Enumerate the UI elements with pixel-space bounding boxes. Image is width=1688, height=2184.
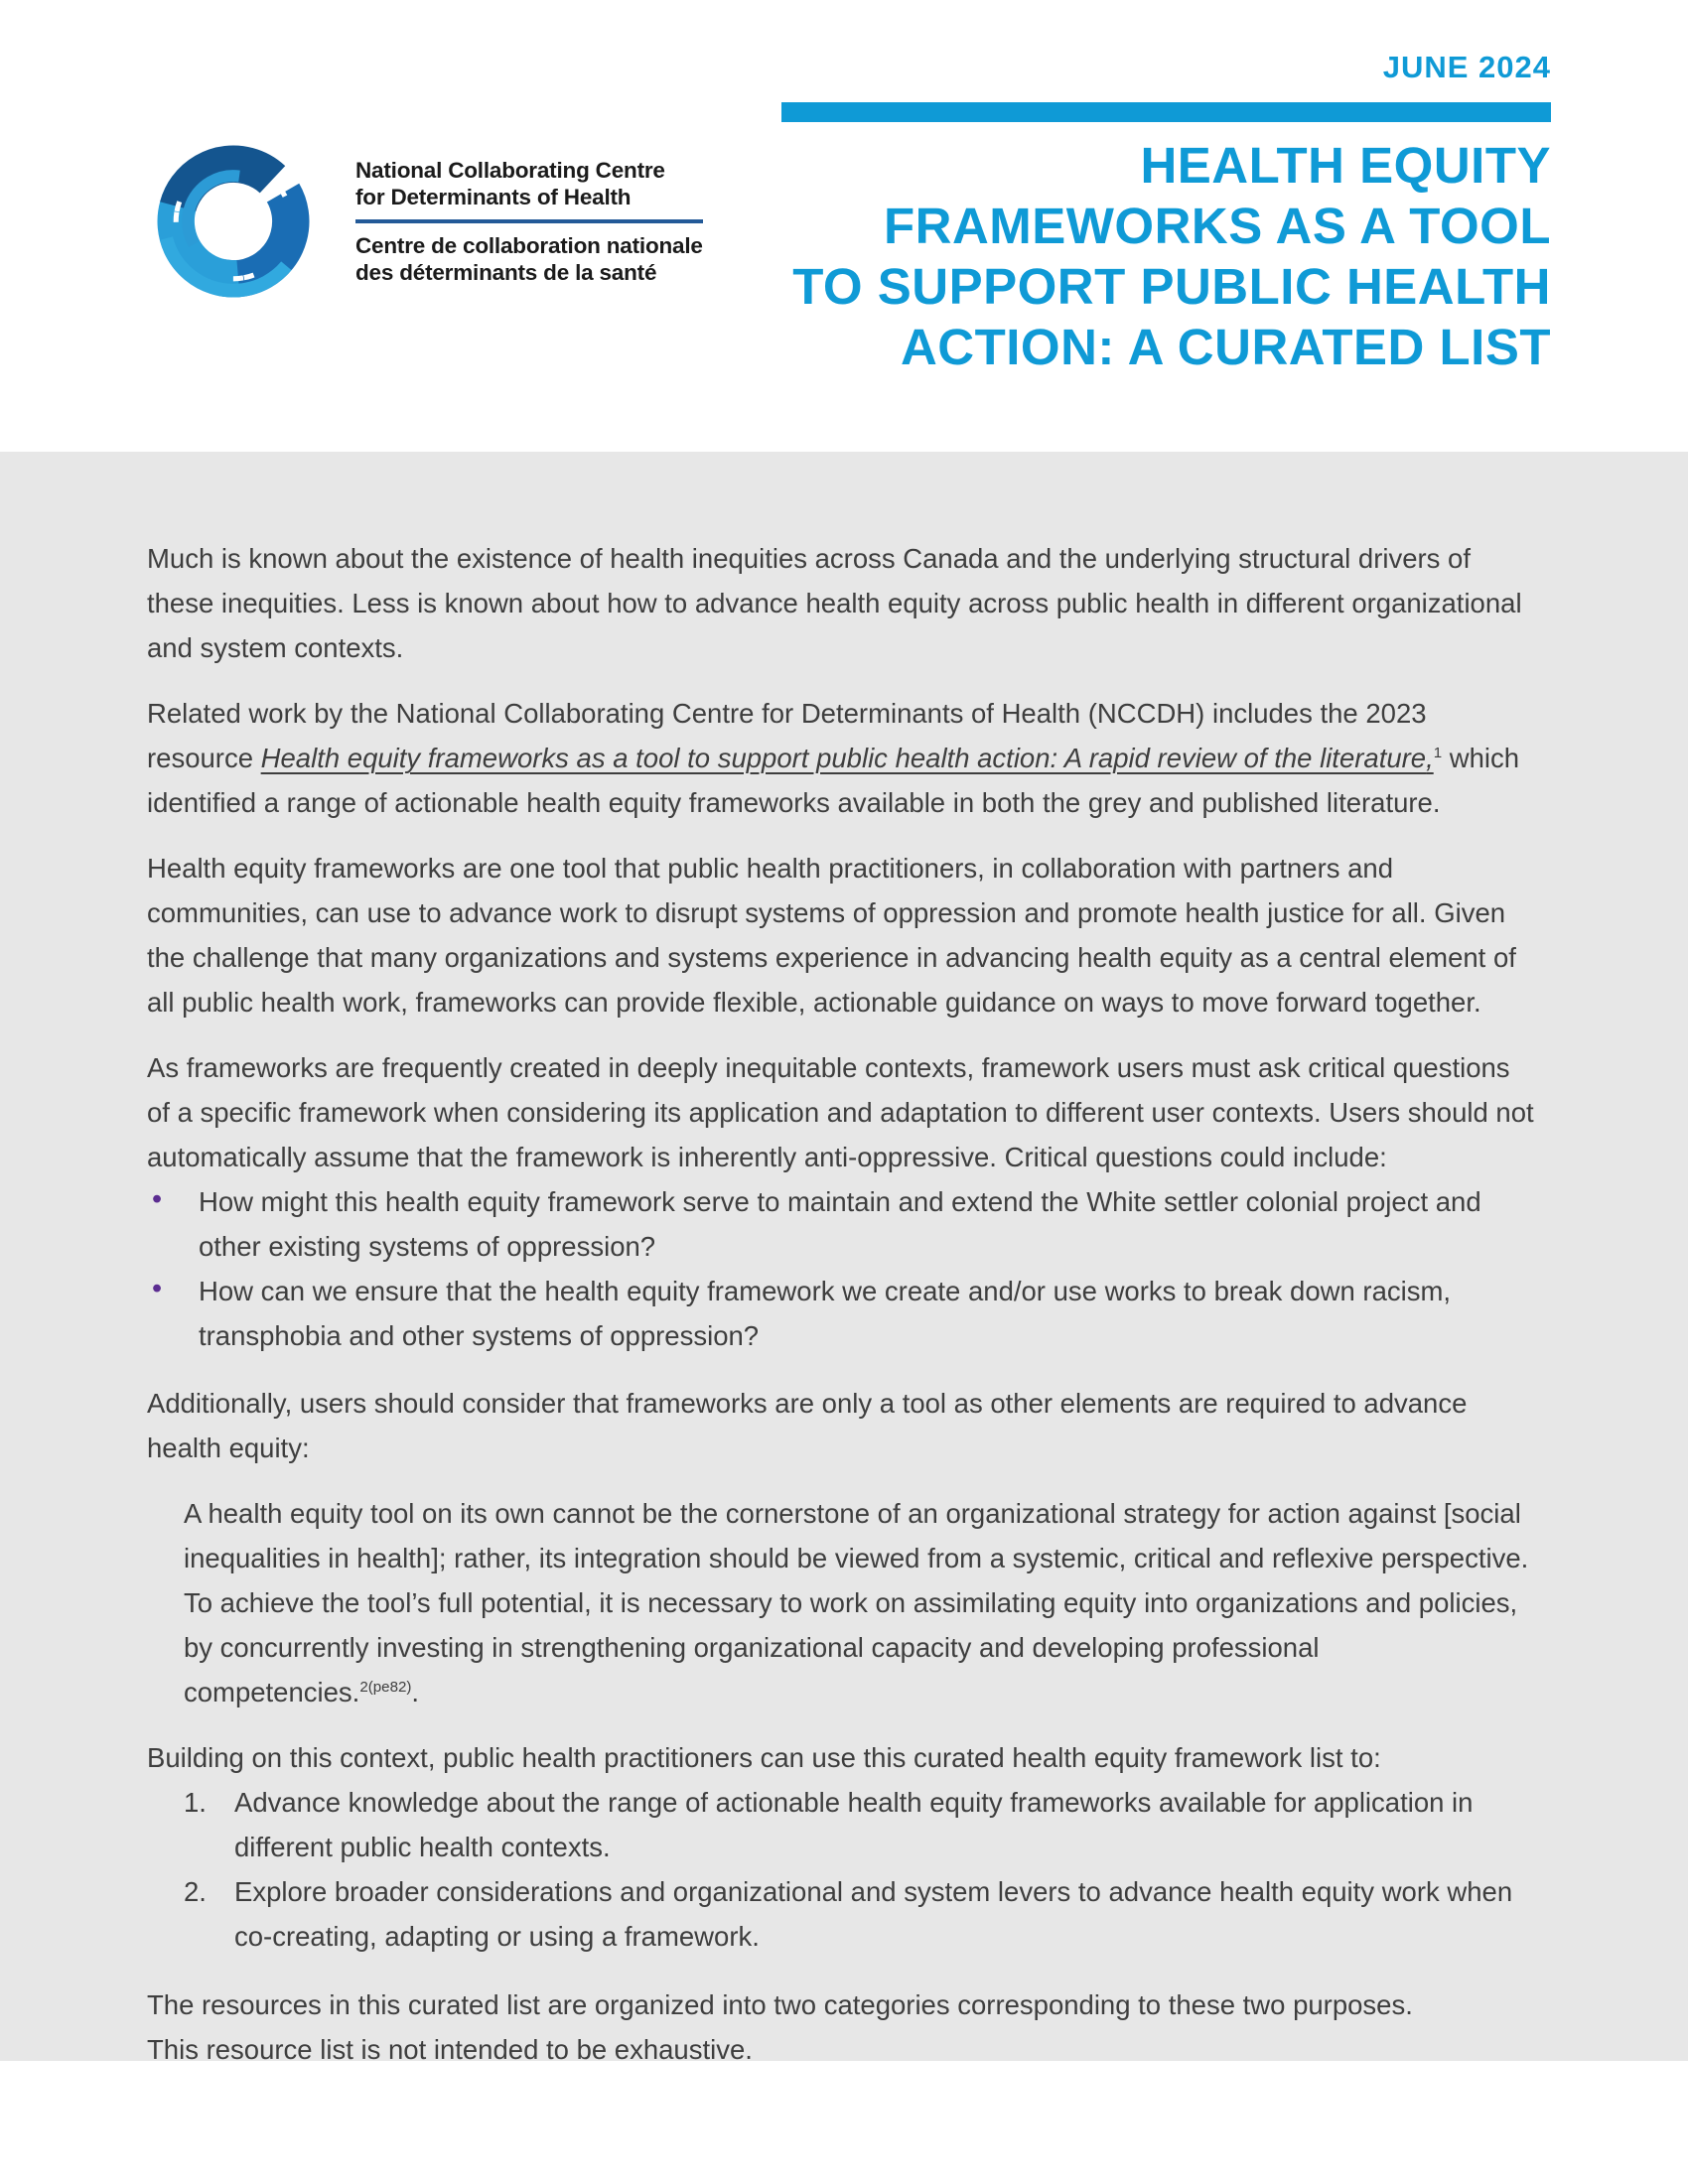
page-title [792,135,1551,377]
purpose-list [147,1780,1539,1959]
rapid-review-link-text: Health equity frameworks as a tool to support public health action: A rapid review of the literature [260,743,1427,773]
list-item [147,1179,1539,1269]
logo-org-name-fr-line1: Centre de collaboration nationale [355,233,703,258]
related-work-text-before-link: Related work by the National Collaborating Centre for Determinants of Health (NCCDH) includes the 2023 resource [147,698,1427,773]
rapid-review-link-comma: , [1426,743,1434,773]
logo-divider-rule [355,219,703,223]
critical-questions-list [147,1179,1539,1358]
list-item-text: How might this health equity framework serve to maintain and extend the White settler colonial project and other existing systems of oppression? [199,1186,1481,1262]
title-line-4: ACTION: A CURATED LIST [900,319,1551,375]
list-item [147,1269,1539,1358]
paragraph-related-work [147,691,1539,825]
quote-closing-period: . [411,1677,420,1707]
nccdh-swirl-icon [149,136,318,307]
footnote-ref-2: 2(pe82) [359,1678,412,1696]
list-item-text: Advance knowledge about the range of actionable health equity frameworks available for application in different public health contexts. [234,1787,1474,1862]
paragraph-building-context: Building on this context, public health practitioners can use this curated health equity framework list to: [147,1742,1381,1773]
list-item-text: How can we ensure that the health equity framework we create and/or use works to break down racism, transphobia and other systems of oppression? [199,1276,1452,1351]
paragraph-frameworks-as-tool: Health equity frameworks are one tool that public health practitioners, in collaboration with partners and communities, can use to advance work to disrupt systems of oppression and promote health justice for all. Given the challenge that many organizations and systems experience in advancing health equity as a central element of all public health work, frameworks can provide flexible, actionable guidance on ways to move forward together. [147,853,1516,1018]
paragraph-critical-questions: As frameworks are frequently created in deeply inequitable contexts, framework users must ask critical questions of a specific framework when considering its application and adaptation to different user contexts. Users should not automatically assume that the framework is inherently anti-oppressive. Critical questions could include: [147,1052,1534,1172]
title-accent-bar [781,102,1551,122]
title-line-2: FRAMEWORKS AS A TOOL [883,198,1551,254]
list-item-text: Explore broader considerations and organizational and system levers to advance health equity work when co-creating, adapting or using a framework. [234,1876,1513,1952]
list-item [147,1869,1539,1959]
bullet-icon: • [152,1183,163,1215]
paragraph-additionally: Additionally, users should consider that frameworks are only a tool as other elements are required to advance health equity: [147,1388,1468,1463]
quote-block [184,1491,1539,1714]
logo-org-name-en-line2: for Determinants of Health [355,185,632,209]
title-line-1: HEALTH EQUITY [1140,137,1551,194]
logo-wordmark [355,157,703,286]
nccdh-logo [149,136,703,307]
resources-note-line1: The resources in this curated list are organized into two categories corresponding to these two purposes. [147,1989,1413,2020]
rapid-review-resource-link[interactable] [261,743,1434,773]
title-line-3: TO SUPPORT PUBLIC HEALTH [792,258,1551,315]
issue-date: JUNE 2024 [1382,50,1551,84]
paragraph-intro: Much is known about the existence of health inequities across Canada and the underlying structural drivers of these inequities. Less is known about how to advance health equity across public health in different organizational and system contexts. [147,543,1522,663]
resources-note-line2: This resource list is not intended to be exhaustive. [147,2034,753,2065]
quote-text: A health equity tool on its own cannot be the cornerstone of an organizational strategy for action against [social inequalities in health]; rather, its integration should be viewed from a systemic, critical and reflexive perspective. To achieve the tool’s full potential, it is necessary to work on assimilating equity into organizations and policies, by concurrently investing in strengthening organizational capacity and developing professional competencies. [184,1498,1529,1707]
logo-org-name-en-line1: National Collaborating Centre [355,158,665,183]
logo-org-name-fr-line2: des déterminants de la santé [355,260,657,285]
paragraph-resources-note [147,1982,1539,2072]
page-header [0,0,1688,452]
list-number: 1. [184,1787,207,1818]
footnote-ref-1: 1 [1433,744,1443,761]
list-number: 2. [184,1876,207,1907]
list-item [147,1780,1539,1869]
related-work-text-after-link: which identified a range of actionable health equity frameworks available in both the grey and published literature. [147,743,1520,818]
bullet-icon: • [152,1273,163,1304]
document-body [0,452,1688,2065]
